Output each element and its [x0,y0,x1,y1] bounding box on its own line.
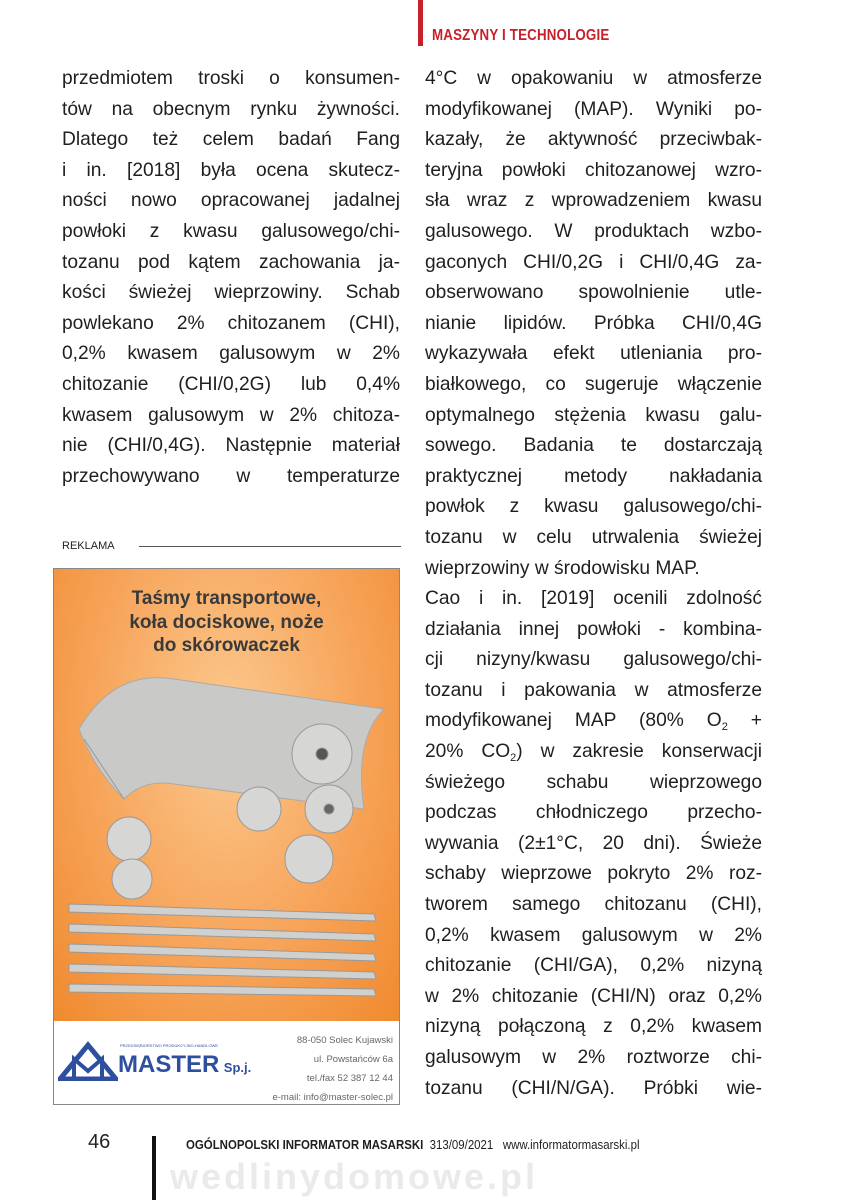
advert-banner [54,569,399,1021]
text-line: wykazywała efekt utleniania pro- [425,343,762,365]
text-line: 0,2% kwasem galusowym w 2% [425,924,762,946]
text-line: nianie lipidów. Próbka CHI/0,4G [425,312,762,334]
company-name: MASTER [118,1051,220,1078]
page-number: 46 [88,1131,111,1153]
text-line: tozanu w celu utrwalenia świeżej [425,526,762,548]
text-line: Cao i in. [2019] ocenili zdolność [425,588,762,610]
company-address [272,1031,393,1105]
text-line: kazały, że aktywność przeciwbak- [425,129,762,151]
text-line: galusowym w 2% roztworze chi- [425,1047,762,1068]
text-line: chitozanie (CHI/0,2G) lub 0,4% [62,373,400,395]
text-line: ności nowo opracowanej jadalnej [62,190,400,212]
master-logo-icon [58,1041,118,1081]
text-segment: ) w zakresie konserwacji [516,741,762,763]
advert-label: REKLAMA [62,540,115,552]
text-line: obserwowano spowolnienie utle- [425,282,762,304]
text-line: powlekano 2% chitozanem (CHI), [62,312,400,334]
text-line [425,706,762,737]
text-line: nizyną połączoną z 0,2% kwasem [425,1016,762,1038]
text-line: nie (CHI/0,4G). Następnie materiał [62,435,400,457]
text-line: tozanu (CHI/N/GA). Próbki wie- [425,1077,762,1099]
text-line: chitozanie (CHI/GA), 0,2% nizyną [425,955,762,977]
text-line: kwasem galusowym w 2% chitoza- [62,404,400,426]
text-line: sowego. Badania te dostarczają [425,435,762,457]
text-line: przedmiotem troski o konsumen- [62,68,400,89]
text-line: działania innej powłoki - kombina- [425,618,762,640]
text-segment: 20% CO [425,741,511,763]
text-line: powłoki z kwasu galusowego/chi- [62,220,400,242]
left-text-column [62,64,400,492]
text-line: gaconych CHI/0,2G i CHI/0,4G za- [425,251,762,273]
website-link[interactable]: www.informatormasarski.pl [502,1137,640,1152]
text-segment: + [727,710,762,732]
company-suffix: Sp.j. [223,1060,252,1075]
address-line: 88-050 Solec Kujawski [296,1035,393,1046]
watermark: wedlinydomowe.pl [170,1156,539,1197]
advert-headline-line: koła dociskowe, noże [129,611,324,633]
text-line: kości świeżej wieprzowiny. Schab [62,282,400,304]
magazine-title: OGÓLNOPOLSKI INFORMATOR MASARSKI [186,1137,424,1152]
text-line: podczas chłodniczego przecho- [425,802,762,824]
master-logo [58,1041,252,1086]
text-line: tów na obecnym rynku żywności. [62,98,400,120]
text-line: schaby wieprzowe pokryto 2% roz- [425,863,762,885]
header-accent-bar [418,0,423,46]
text-line: galusowego. W produktach wzbo- [425,220,762,242]
text-line: wieprzowiny w środowisku MAP. [425,557,700,579]
subscript: 2 [510,752,517,765]
email[interactable]: e-mail: info@master-solec.pl [272,1092,393,1103]
text-line: modyfikowanej (MAP). Wyniki po- [425,98,762,120]
text-line: wywania (2±1°C, 20 dni). Świeże [425,832,762,854]
text-line: 4°C w opakowaniu w atmosferze [425,68,762,89]
text-line: tozanu pod kątem zachowania ja- [62,251,400,273]
address-line: ul. Powstańców 6a [313,1054,393,1065]
text-line: praktycznej metody nakładania [425,465,762,487]
text-line: cji nizyny/kwasu galusowego/chi- [425,649,762,671]
advertisement[interactable] [53,568,400,1105]
text-line: sła wraz z wprowadzeniem kwasu [425,190,762,212]
phone: tel./fax 52 387 12 44 [306,1073,393,1084]
right-text-column [425,64,762,1104]
text-line: teryjna powłoki chitozanowej wzro- [425,159,762,181]
text-line: Dlatego też celem badań Fang [62,129,400,151]
section-title: MASZYNY I TECHNOLOGIE [432,27,610,44]
text-line [425,737,762,768]
knife-blades-icon [69,904,376,996]
text-segment: modyfikowanej MAP (80% O [425,710,722,732]
footer-info [186,1137,640,1152]
text-line: tworem samego chitozanu (CHI), [425,894,762,916]
text-line: białkowego, co sugeruje włączenie [425,373,762,395]
footer-bar [152,1136,156,1200]
product-illustration [54,569,400,1021]
text-line: optymalnego stężenia kwasu galu- [425,404,762,426]
advert-headline-line: do skórowaczek [153,635,300,656]
text-line: w 2% chitozanie (CHI/N) oraz 0,2% [425,985,762,1007]
advert-divider [139,546,401,547]
subscript: 2 [721,721,728,734]
text-line: świeżego schabu wieprzowego [425,771,762,793]
text-line: 0,2% kwasem galusowym w 2% [62,343,400,365]
text-line: tozanu i pakowania w atmosferze [425,679,762,701]
issue-number: 313/09/2021 [429,1137,494,1152]
text-line: i in. [2018] była ocena skutecz- [62,159,400,181]
text-line: powłok z kwasu galusowego/chi- [425,496,762,518]
advert-headline-line: Taśmy transportowe, [131,588,322,609]
company-tagline: PRZEDSIĘBIORSTWO PRODUKCYJNO-HANDLOWE [120,1043,219,1048]
text-line: przechowywano w temperaturze [62,465,400,487]
